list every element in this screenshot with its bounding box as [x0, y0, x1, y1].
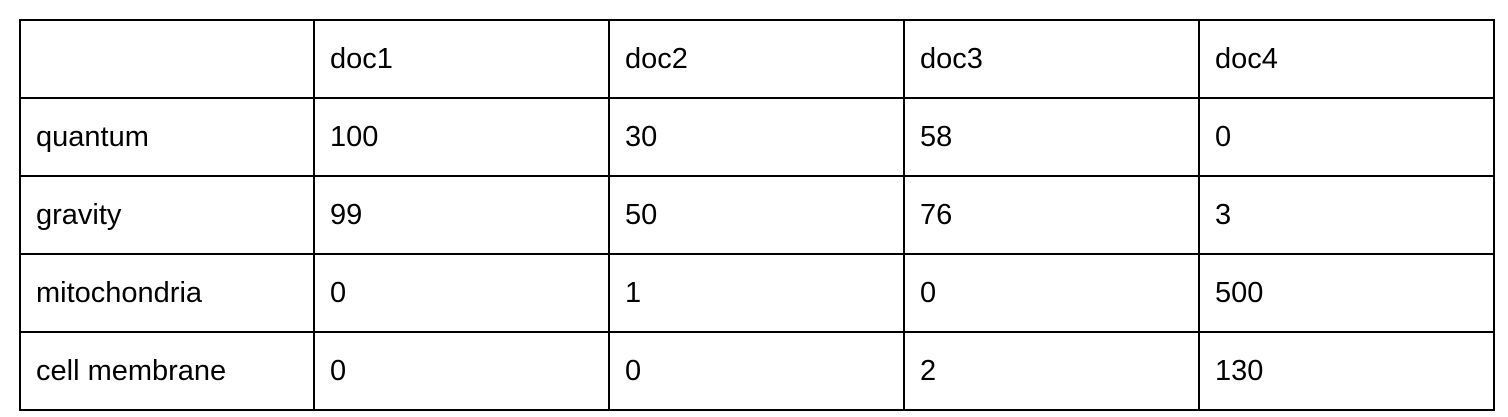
- table-cell: 50: [609, 176, 904, 254]
- table-cell: 0: [609, 332, 904, 410]
- row-label: quantum: [20, 98, 314, 176]
- table-row-quantum: [20, 98, 1494, 176]
- table-cell: 1: [609, 254, 904, 332]
- table-cell: 99: [314, 176, 609, 254]
- table-row-gravity: [20, 176, 1494, 254]
- table-cell: 0: [314, 332, 609, 410]
- column-header-doc4: doc4: [1199, 20, 1494, 98]
- table-cell: 130: [1199, 332, 1494, 410]
- table-cell: 0: [1199, 98, 1494, 176]
- row-label: cell membrane: [20, 332, 314, 410]
- table-cell: 500: [1199, 254, 1494, 332]
- column-header-doc2: doc2: [609, 20, 904, 98]
- column-header-doc1: doc1: [314, 20, 609, 98]
- corner-cell: [20, 20, 314, 98]
- table-cell: 100: [314, 98, 609, 176]
- row-label: gravity: [20, 176, 314, 254]
- table-cell: 3: [1199, 176, 1494, 254]
- table-cell: 76: [904, 176, 1199, 254]
- row-label: mitochondria: [20, 254, 314, 332]
- table-cell: 0: [314, 254, 609, 332]
- column-header-doc3: doc3: [904, 20, 1199, 98]
- table-cell: 30: [609, 98, 904, 176]
- table-row-mitochondria: [20, 254, 1494, 332]
- term-document-table: [19, 19, 1495, 411]
- header-row: [20, 20, 1494, 98]
- table-cell: 58: [904, 98, 1199, 176]
- table-row-cell-membrane: [20, 332, 1494, 410]
- table-cell: 2: [904, 332, 1199, 410]
- table-cell: 0: [904, 254, 1199, 332]
